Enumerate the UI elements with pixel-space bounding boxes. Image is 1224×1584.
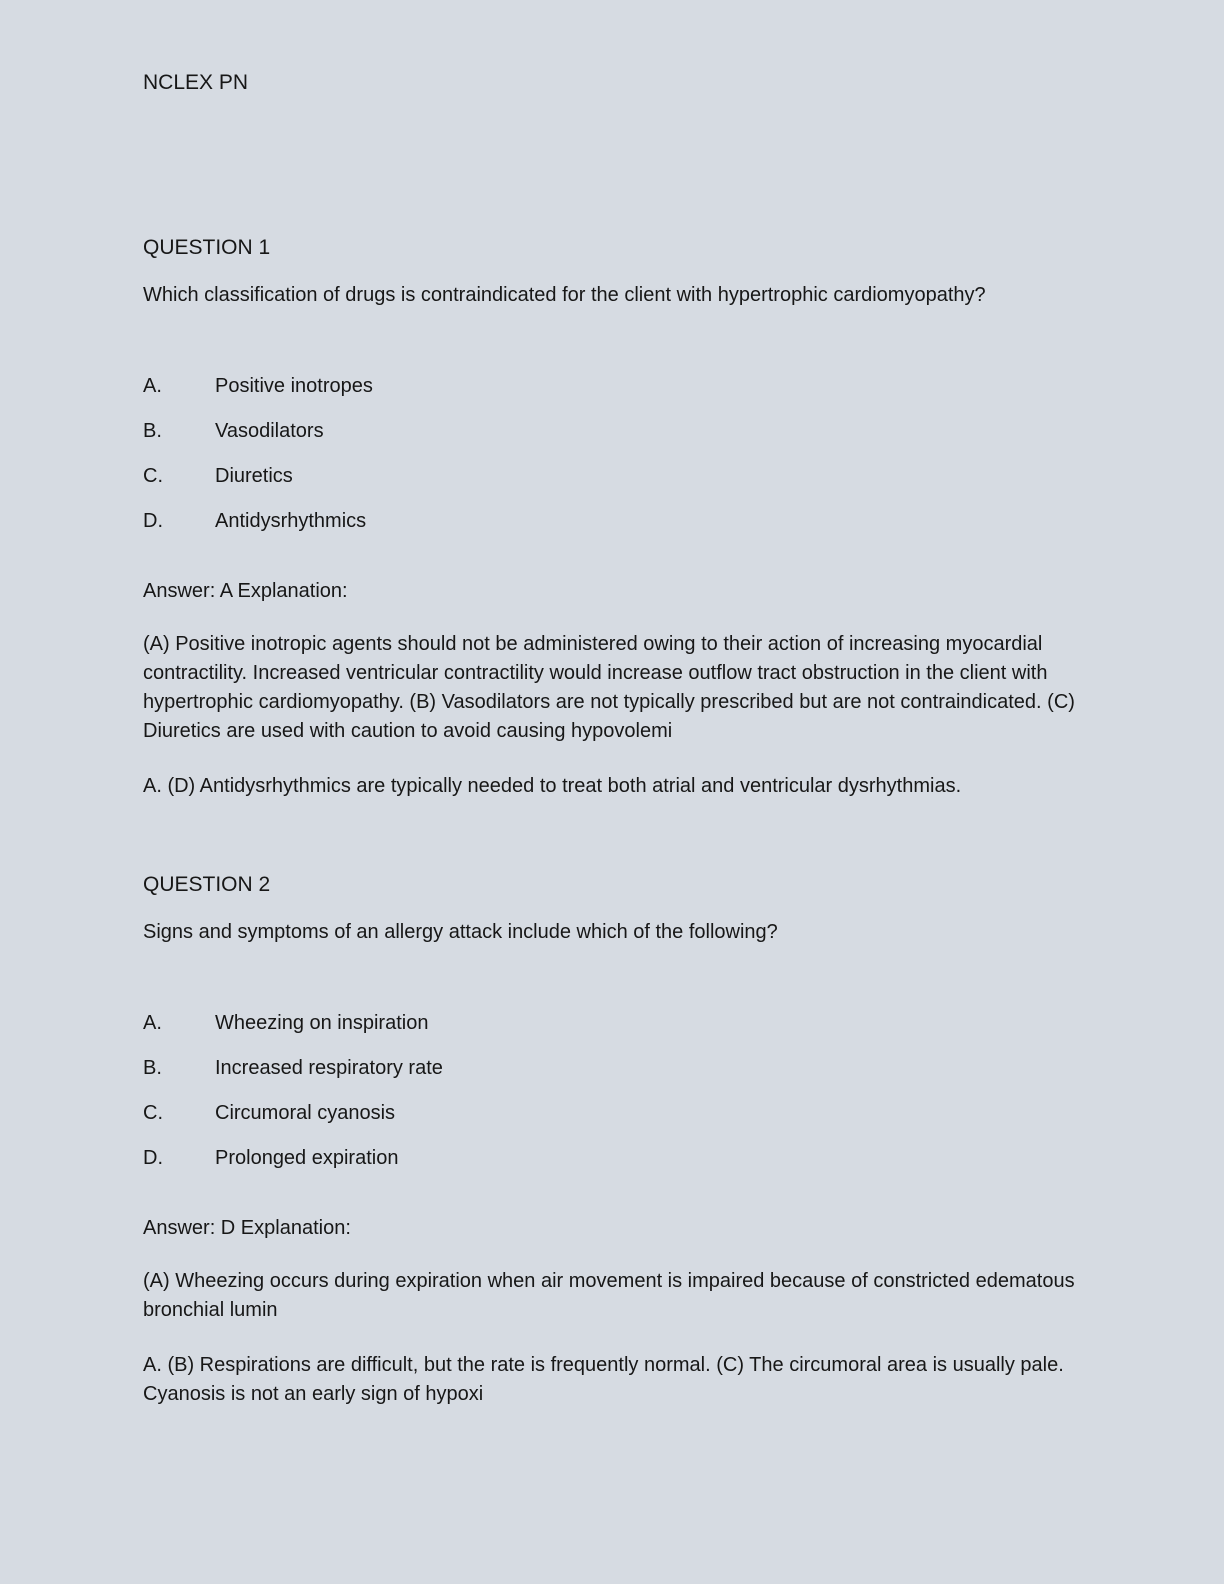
question-1-answer-heading: Answer: A Explanation: <box>143 580 348 602</box>
option-text: Diuretics <box>215 465 293 487</box>
question-1-heading: QUESTION 1 <box>143 236 271 259</box>
option-letter: A. <box>143 375 162 397</box>
option-row-a <box>143 1013 1094 1034</box>
question-1-options <box>143 376 1094 532</box>
option-letter: B. <box>143 1057 162 1079</box>
option-row-b <box>143 1058 1094 1079</box>
option-row-c <box>143 1103 1094 1124</box>
option-row-d <box>143 511 1094 532</box>
question-1-explanation-paragraph: (A) Positive inotropic agents should not be administered owing to their action of increasing myocardial contractility. Increased ventricular contractility would increase outflow tract obstruction in the client with hypertrophic cardiomyopathy. (B) Vasodilators are not typically prescribed but are not contraindicated. (C) Diuretics are used with caution to avoid causing hypovolemi <box>143 633 1075 742</box>
question-2-text: Signs and symptoms of an allergy attack include which of the following? <box>143 921 778 943</box>
option-text: Positive inotropes <box>215 375 373 397</box>
option-text: Wheezing on inspiration <box>215 1012 429 1034</box>
question-1-explanation-paragraph: A. (D) Antidysrhythmics are typically needed to treat both atrial and ventricular dysrhythmias. <box>143 775 962 797</box>
question-1-text: Which classification of drugs is contraindicated for the client with hypertrophic cardiomyopathy? <box>143 284 986 306</box>
option-row-b <box>143 421 1094 442</box>
option-letter: C. <box>143 465 163 487</box>
option-text: Antidysrhythmics <box>215 510 367 532</box>
option-text: Circumoral cyanosis <box>215 1102 396 1124</box>
question-2-heading: QUESTION 2 <box>143 873 271 896</box>
document-content <box>143 70 1094 1409</box>
question-2-explanation-paragraph: (A) Wheezing occurs during expiration when air movement is impaired because of constricted edematous bronchial lumin <box>143 1270 1075 1321</box>
question-2-explanation-paragraph: A. (B) Respirations are difficult, but the rate is frequently normal. (C) The circumoral area is usually pale. Cyanosis is not an early sign of hypoxi <box>143 1354 1064 1405</box>
option-letter: B. <box>143 420 162 442</box>
option-text: Prolonged expiration <box>215 1147 399 1169</box>
question-2-answer-heading: Answer: D Explanation: <box>143 1217 351 1239</box>
option-letter: D. <box>143 1147 163 1169</box>
option-row-c <box>143 466 1094 487</box>
option-row-a <box>143 376 1094 397</box>
option-row-d <box>143 1148 1094 1169</box>
option-text: Increased respiratory rate <box>215 1057 443 1079</box>
option-letter: A. <box>143 1012 162 1034</box>
option-letter: D. <box>143 510 163 532</box>
option-letter: C. <box>143 1102 163 1124</box>
question-block-1 <box>143 235 1094 801</box>
document-title: NCLEX PN <box>143 71 249 94</box>
question-2-options <box>143 1013 1094 1169</box>
option-text: Vasodilators <box>215 420 324 442</box>
question-block-2 <box>143 872 1094 1409</box>
